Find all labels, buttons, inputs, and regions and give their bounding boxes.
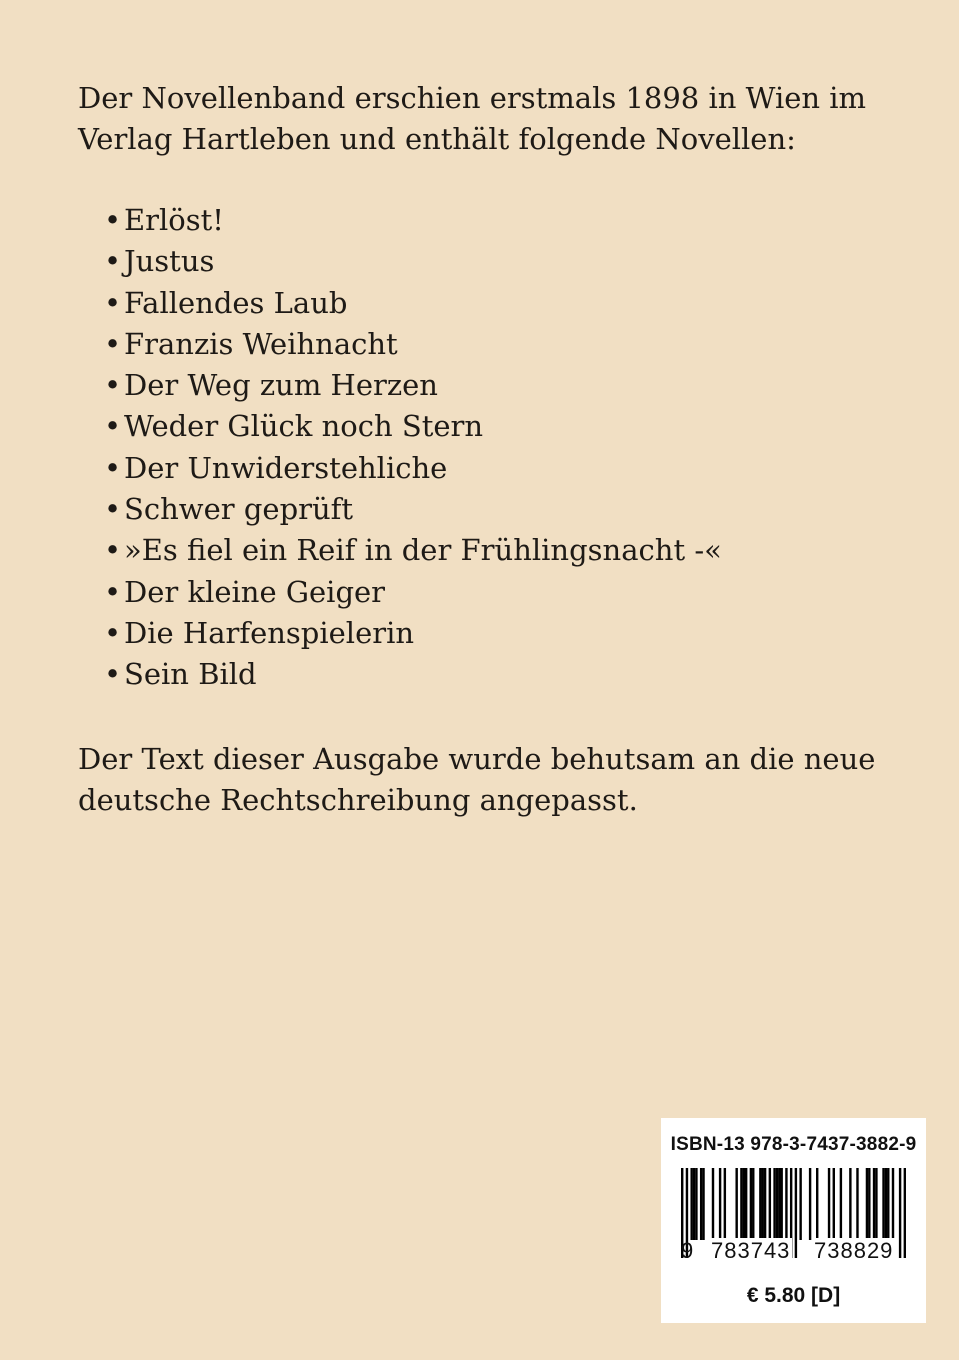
barcode-bar [875, 1168, 877, 1240]
barcode-bar [695, 1168, 697, 1240]
bullet: • [104, 492, 122, 527]
barcode-bar [712, 1168, 714, 1240]
barcode-first-digit: 9 [681, 1238, 695, 1263]
barcode-bar [868, 1168, 870, 1240]
barcode-bar [769, 1168, 771, 1240]
barcode-bar [904, 1168, 906, 1258]
barcode-bar [750, 1168, 752, 1240]
barcode-bar [887, 1168, 889, 1240]
barcode-bar [892, 1168, 894, 1240]
bullet: • [104, 244, 122, 279]
barcode-bar [759, 1168, 761, 1240]
novel-title: Franzis Weihnacht [124, 326, 398, 361]
list-item [104, 324, 722, 365]
barcode-bar [816, 1168, 818, 1240]
novel-title: Erlöst! [124, 203, 224, 237]
barcode-bar [799, 1168, 801, 1240]
barcode-bar [743, 1168, 745, 1240]
barcode-bar [780, 1168, 782, 1240]
outro-paragraph: Der Text dieser Ausgabe wurde behutsam an die neue deutsche Rechtschreibung angepasst. [78, 742, 876, 817]
novel-title: Sein Bild [124, 657, 257, 692]
novel-title: Der kleine Geiger [124, 574, 386, 609]
barcode-bar [735, 1168, 737, 1240]
bullet: • [104, 409, 122, 444]
novel-title: Der Weg zum Herzen [124, 368, 438, 403]
list-item [104, 489, 722, 530]
barcode-bar [773, 1168, 775, 1240]
barcode-bar [700, 1168, 702, 1240]
isbn-price-label [661, 1118, 926, 1323]
barcode-bar [856, 1168, 858, 1240]
novel-title: Fallendes Laub [124, 285, 348, 320]
list-item [104, 654, 722, 695]
barcode-left-digits: 783743 [711, 1238, 791, 1263]
barcode-bar [693, 1168, 695, 1240]
bullet: • [104, 450, 122, 485]
barcode-bar [849, 1168, 851, 1240]
barcode-bar [778, 1168, 780, 1240]
barcode-bar [702, 1168, 704, 1240]
list-item [104, 200, 722, 241]
barcode-bar [840, 1168, 842, 1240]
novel-title: »Es fiel ein Reif in der Frühlingsnacht -« [124, 533, 722, 568]
barcode-bar [724, 1168, 726, 1240]
list-item [104, 448, 722, 489]
barcode-bar [690, 1168, 692, 1240]
barcode-bar [752, 1168, 754, 1240]
barcode-bar [776, 1168, 778, 1240]
bullet: • [104, 533, 122, 568]
barcode-bar [764, 1168, 766, 1240]
novel-list [104, 200, 722, 696]
novel-title: Der Unwiderstehliche [124, 450, 448, 485]
novel-title: Weder Glück noch Stern [124, 409, 484, 444]
novel-title: Schwer geprüft [124, 492, 354, 527]
list-item [104, 613, 722, 654]
list-item [104, 365, 722, 406]
barcode-bar [885, 1168, 887, 1240]
barcode-bar [809, 1168, 811, 1240]
list-item [104, 530, 722, 571]
bullet: • [104, 326, 122, 361]
list-item [104, 283, 722, 324]
barcode-bar [740, 1168, 742, 1240]
list-item [104, 572, 722, 613]
novel-title: Die Harfenspielerin [124, 615, 415, 650]
price: € 5.80 [D] [746, 1284, 841, 1307]
barcode-bar [866, 1168, 868, 1240]
barcode-bar [762, 1168, 764, 1240]
bullet: • [104, 285, 122, 320]
list-item [104, 406, 722, 447]
bullet: • [104, 203, 122, 237]
intro-paragraph: Der Novellenband erschien erstmals 1898 in Wien im Verlag Hartleben und enthält folgende Novellen: [78, 81, 867, 156]
barcode-bar [719, 1168, 721, 1240]
barcode-bar [833, 1168, 835, 1240]
barcode-bar [745, 1168, 747, 1240]
bullet: • [104, 657, 122, 692]
novel-title: Justus [124, 244, 215, 279]
barcode-bar [899, 1168, 901, 1258]
isbn-number: ISBN-13 978-3-7437-3882-9 [670, 1134, 917, 1155]
barcode-bar [828, 1168, 830, 1240]
bullet: • [104, 574, 122, 609]
barcode-right-digits: 738829 [814, 1238, 894, 1263]
barcode-bar [795, 1168, 797, 1258]
barcode-bar [785, 1168, 787, 1240]
bullet: • [104, 615, 122, 650]
list-item [104, 241, 722, 282]
barcode-bar [873, 1168, 875, 1240]
barcode-bar [882, 1168, 884, 1240]
bullet: • [104, 368, 122, 403]
